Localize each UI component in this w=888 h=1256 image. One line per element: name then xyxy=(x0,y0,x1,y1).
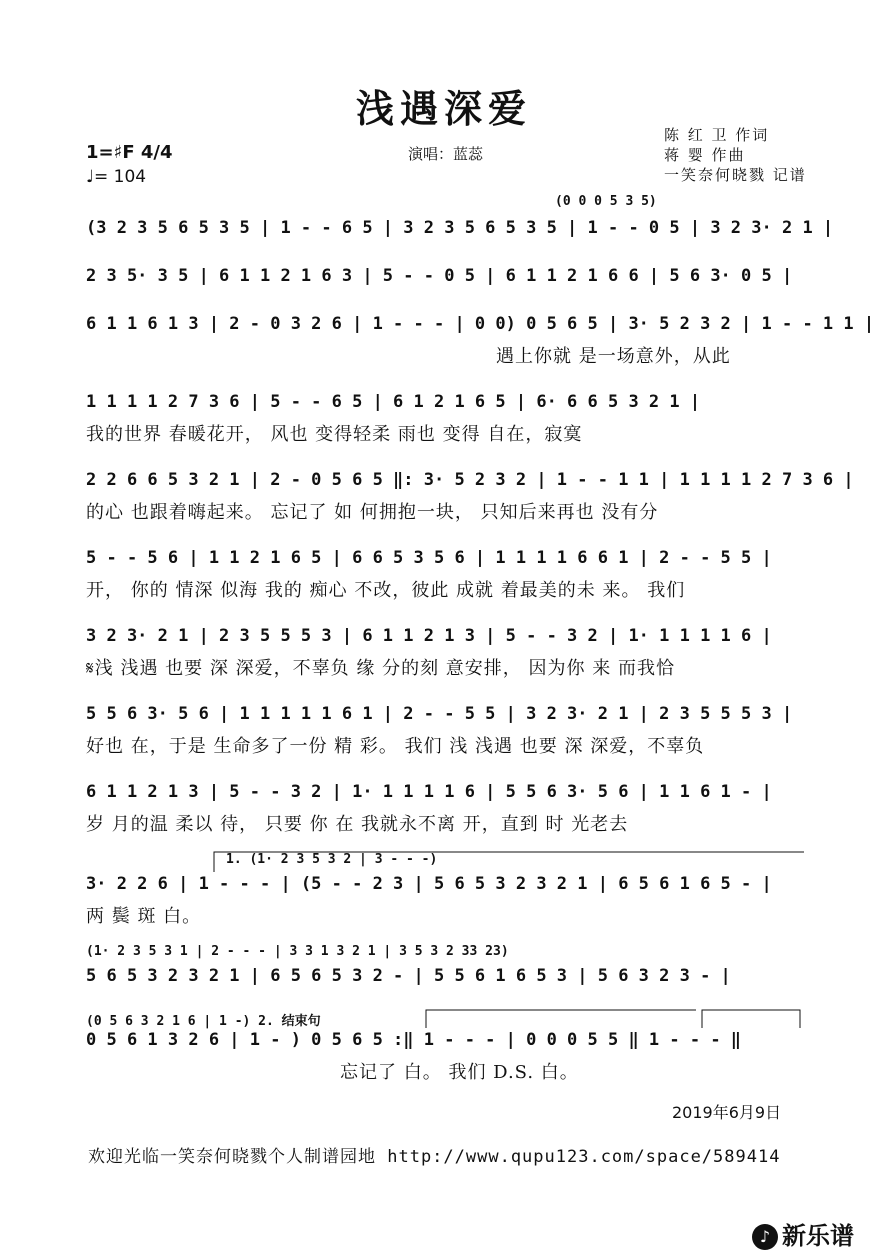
row-1-notes: (3 2 3 5 6 5 3 5 | 1 - - 6 5 | 3 2 3 5 6 5 3 5 | 1 - - 0 5 | 3 2 3· 2 1 | xyxy=(86,218,834,238)
row-5-notes: 2 2 6 6 5 3 2 1 | 2 - 0 5 6 5 ‖: 3· 5 2 3 2 | 1 - - 1 1 | 1 1 1 1 2 7 3 6 | xyxy=(86,470,854,490)
music-disc-icon: ♪ xyxy=(752,1224,778,1250)
row-7-lyric: 𝄋浅 浅遇 也要 深 深爱，不辜负 缘 分的刻 意安排， 因为你 来 而我恰 xyxy=(86,658,675,679)
singer-credit: 演唱：蓝蕊 xyxy=(408,145,484,163)
row-1-sub: (0 0 0 5 3 5) xyxy=(555,194,657,209)
row-10-notes: 3· 2 2 6 | 1 - - - | (5 - - 2 3 | 5 6 5 3 2 3 2 1 | 6 5 6 1 6 5 - | xyxy=(86,874,772,894)
row-6-lyric: 开， 你的 情深 似海 我的 痴心 不改，彼此 成就 着最美的未 来。 我们 xyxy=(86,580,686,601)
row-6-notes: 5 - - 5 6 | 1 1 2 1 6 5 | 6 6 5 3 5 6 | 1 1 1 1 6 6 1 | 2 - - 5 5 | xyxy=(86,548,772,568)
row-9-lyric: 岁 月的温 柔以 待， 只要 你 在 我就永不离 开，直到 时 光老去 xyxy=(86,814,629,835)
row-10-lyric: 两 鬓 斑 白。 xyxy=(86,906,202,927)
row-12-notes: 0 5 6 1 3 2 6 | 1 - ) 0 5 6 5 :‖ 1 - - - | 0 0 0 5 5 ‖ 1 - - - ‖ xyxy=(86,1030,742,1050)
score-date: 2019年6月9日 xyxy=(672,1103,782,1122)
footer-link-text[interactable]: 欢迎光临一笑奈何晓戮个人制谱园地 http://www.qupu123.com/space/589414 xyxy=(88,1147,781,1167)
row-12-lyric: 忘记了 白。 我们 D.S. 白。 xyxy=(340,1062,579,1083)
song-title: 浅遇深爱 xyxy=(355,86,532,131)
tempo-marking: ♩= 104 xyxy=(86,167,147,187)
site-logo xyxy=(752,1216,854,1251)
row-11-notes: 5 6 5 3 2 3 2 1 | 6 5 6 5 3 2 - | 5 5 6 1 6 5 3 | 5 6 3 2 3 - | xyxy=(86,966,731,986)
row-7-notes: 3 2 3· 2 1 | 2 3 5 5 5 3 | 6 1 1 2 1 3 | 5 - - 3 2 | 1· 1 1 1 1 6 | xyxy=(86,626,772,646)
row-4-lyric: 我的世界 春暖花开， 风也 变得轻柔 雨也 变得 自在，寂寞 xyxy=(86,424,583,445)
transcriber-credit: 一笑奈何晓戮 记谱 xyxy=(664,166,807,184)
row-10-sub: 1. (1· 2 3 5 3 2 | 3 - - -) xyxy=(226,852,438,867)
logo-text: 新乐谱 xyxy=(782,1222,854,1250)
row-5-lyric: 的心 也跟着嗨起来。 忘记了 如 何拥抱一块， 只知后来再也 没有分 xyxy=(86,502,659,523)
row-11-sub: (1· 2 3 5 3 1 | 2 - - - | 3 3 1 3 2 1 | 3 5 3 2 33 23) xyxy=(86,944,509,959)
row-3-lyric: 遇上你就 是一场意外，从此 xyxy=(496,346,731,367)
row-8-notes: 5 5 6 3· 5 6 | 1 1 1 1 1 6 1 | 2 - - 5 5 | 3 2 3· 2 1 | 2 3 5 5 5 3 | xyxy=(86,704,793,724)
lyricist-credit: 陈 红 卫 作词 xyxy=(664,126,770,144)
row-8-lyric: 好也 在，于是 生命多了一份 精 彩。 我们 浅 浅遇 也要 深 深爱，不辜负 xyxy=(86,736,705,757)
row-12-sub: (0 5 6 3 2 1 6 | 1 -) 2. 结束句 xyxy=(86,1014,321,1029)
row-4-notes: 1 1 1 1 2 7 3 6 | 5 - - 6 5 | 6 1 2 1 6 5 | 6· 6 6 5 3 2 1 | xyxy=(86,392,701,412)
composer-credit: 蒋 婴 作曲 xyxy=(664,146,746,164)
row-3-notes: 6 1 1 6 1 3 | 2 - 0 3 2 6 | 1 - - - | 0 0) 0 5 6 5 | 3· 5 2 3 2 | 1 - - 1 1 | xyxy=(86,314,875,334)
key-signature: 1=♯F 4/4 xyxy=(86,142,173,163)
row-2-notes: 2 3 5· 3 5 | 6 1 1 2 1 6 3 | 5 - - 0 5 | 6 1 1 2 1 6 6 | 5 6 3· 0 5 | xyxy=(86,266,793,286)
row-9-notes: 6 1 1 2 1 3 | 5 - - 3 2 | 1· 1 1 1 1 6 | 5 5 6 3· 5 6 | 1 1 6 1 - | xyxy=(86,782,772,802)
